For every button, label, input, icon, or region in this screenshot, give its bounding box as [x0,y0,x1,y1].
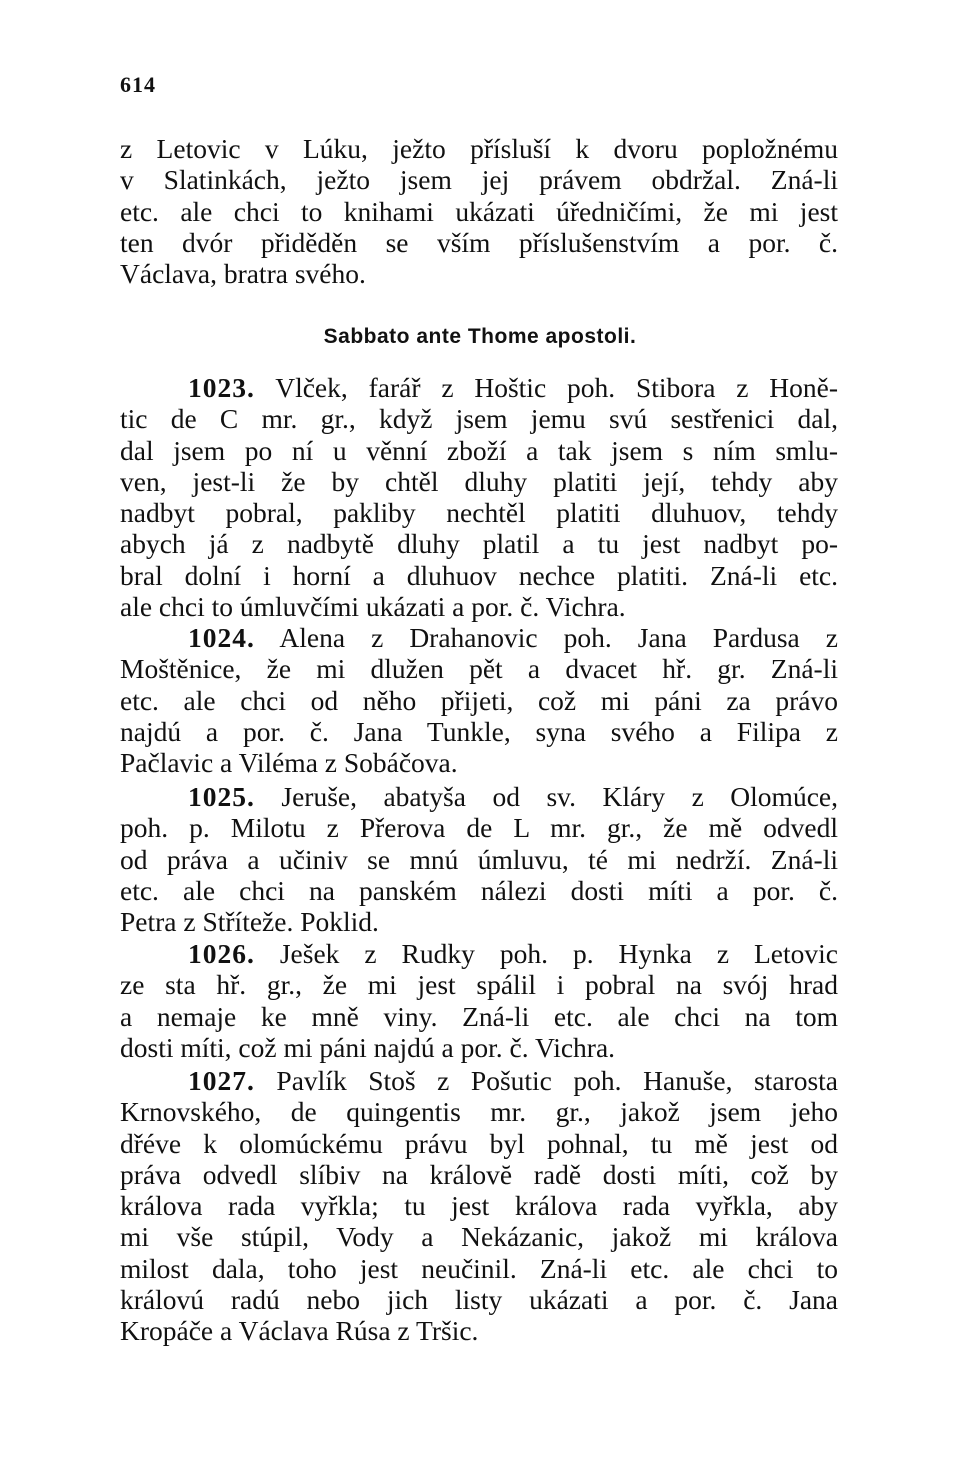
text-line: Petra z Stříteže. Poklid. [120,906,379,938]
text-line: Krnovského, de quingentis mr. gr., jakož jsem jeho [120,1096,838,1128]
text-line: najdú a por. č. Jana Tunkle, syna svého a Filipa z [120,715,838,747]
text-line: poh. p. Milotu z Přerova de L mr. gr., že mě odvedl [120,812,838,844]
text-line: Václava, bratra svého. [120,258,366,290]
entry-1024 [120,622,838,778]
entry-first-line-text: Ješek z Rudky poh. p. Hynka z Letovic [254,938,838,969]
text-line: ten dvór přiděděn se vším příslušenstvím a por. č. [120,226,838,258]
entry-first-line-text: Pavlík Stoš z Pošutic poh. Hanuše, starosta [254,1065,838,1096]
text-line: bral dolní i horní a dluhuov nechce platiti. Zná-li etc. [120,559,838,591]
text-line: dosti míti, což mi páni najdú a por. č. Vichra. [120,1031,616,1063]
text-line: a nemaje ke mně viny. Zná-li etc. ale chci na tom [120,1000,838,1032]
entry-first-line [120,781,838,812]
text-line: etc. ale chci od něho přijeti, což mi páni za právo [120,684,838,716]
text-line: dal jsem po ní u věnní zboží a tak jsem s ním smlu- [120,434,838,466]
text-line: nadbyt pobral, pakliby nechtěl platiti dluhuov, tehdy [120,497,838,529]
text-line: od práva a učiniv se mnú úmluvu, té mi nedrží. Zná-li [120,843,838,875]
text-line: Moštěnice, že mi dlužen pět a dvacet hř. gr. Zná-li [120,653,838,685]
entry-number: 1026. [188,938,255,969]
text-line: Kropáče a Václava Rúsa z Tršic. [120,1315,479,1347]
text-line: milost dala, toho jest neučinil. Zná-li etc. ale chci to [120,1252,838,1284]
text-line: králova rada vyřkla; tu jest králova rada vyřkla, aby [120,1190,838,1222]
entry-number: 1025. [188,781,255,812]
entry-number: 1027. [188,1065,255,1096]
entry-1025 [120,781,838,937]
text-line: Pačlavic a Viléma z Sobáčova. [120,747,458,779]
text-line: práva odvedl slíbiv na královĕ radě dosti míti, což by [120,1158,838,1190]
entry-first-line-text: Jeruše, abatyša od sv. Kláry z Olomúce, [254,781,838,812]
text-line: abych já z nadbytě dluhy platil a tu jest nadbyt po- [120,528,838,560]
section-heading: Sabbato ante Thome apostoli. [323,325,637,348]
text-line: tic de C mr. gr., když jsem jemu svú sestřenici dal, [120,403,838,435]
entry-first-line [120,1065,838,1096]
text-line: dřéve k olomúckému právu byl pohnal, tu mě jest od [120,1127,838,1159]
text-line: ven, jest-li že by chtěl dluhy platiti její, tehdy aby [120,465,838,497]
text-line: v Slatinkách, ježto jsem jej právem obdržal. Zná-li [120,164,838,196]
intro-paragraph [120,133,838,289]
entry-1027 [120,1065,838,1347]
page-number: 614 [120,72,156,97]
entry-first-line-text: Vlček, farář z Hoštic poh. Stibora z Honě- [254,372,838,403]
text-line: královú radú nebo jich listy ukázati a por. č. Jana [120,1284,838,1316]
entry-number: 1023. [188,372,255,403]
text-line: ze sta hř. gr., že mi jest spálil i pobral na svój hrad [120,969,838,1001]
text-line: z Letovic v Lúku, ježto přísluší k dvoru popložnému [120,133,838,164]
text-line: mi vše stúpil, Vody a Nekázanic, jakož mi králova [120,1221,838,1253]
entry-first-line-text: Alena z Drahanovic poh. Jana Pardusa z [254,622,838,653]
entry-first-line [120,938,838,969]
text-line: etc. ale chci na panském nálezi dosti míti a por. č. [120,874,838,906]
text-line: etc. ale chci to knihami ukázati úředničími, že mi jest [120,195,838,227]
entry-number: 1024. [188,622,255,653]
entry-1026 [120,938,838,1063]
entry-first-line [120,622,838,653]
text-line: ale chci to úmluvčími ukázati a por. č. Vichra. [120,591,626,623]
entry-1023 [120,372,838,622]
entry-first-line [120,372,838,403]
